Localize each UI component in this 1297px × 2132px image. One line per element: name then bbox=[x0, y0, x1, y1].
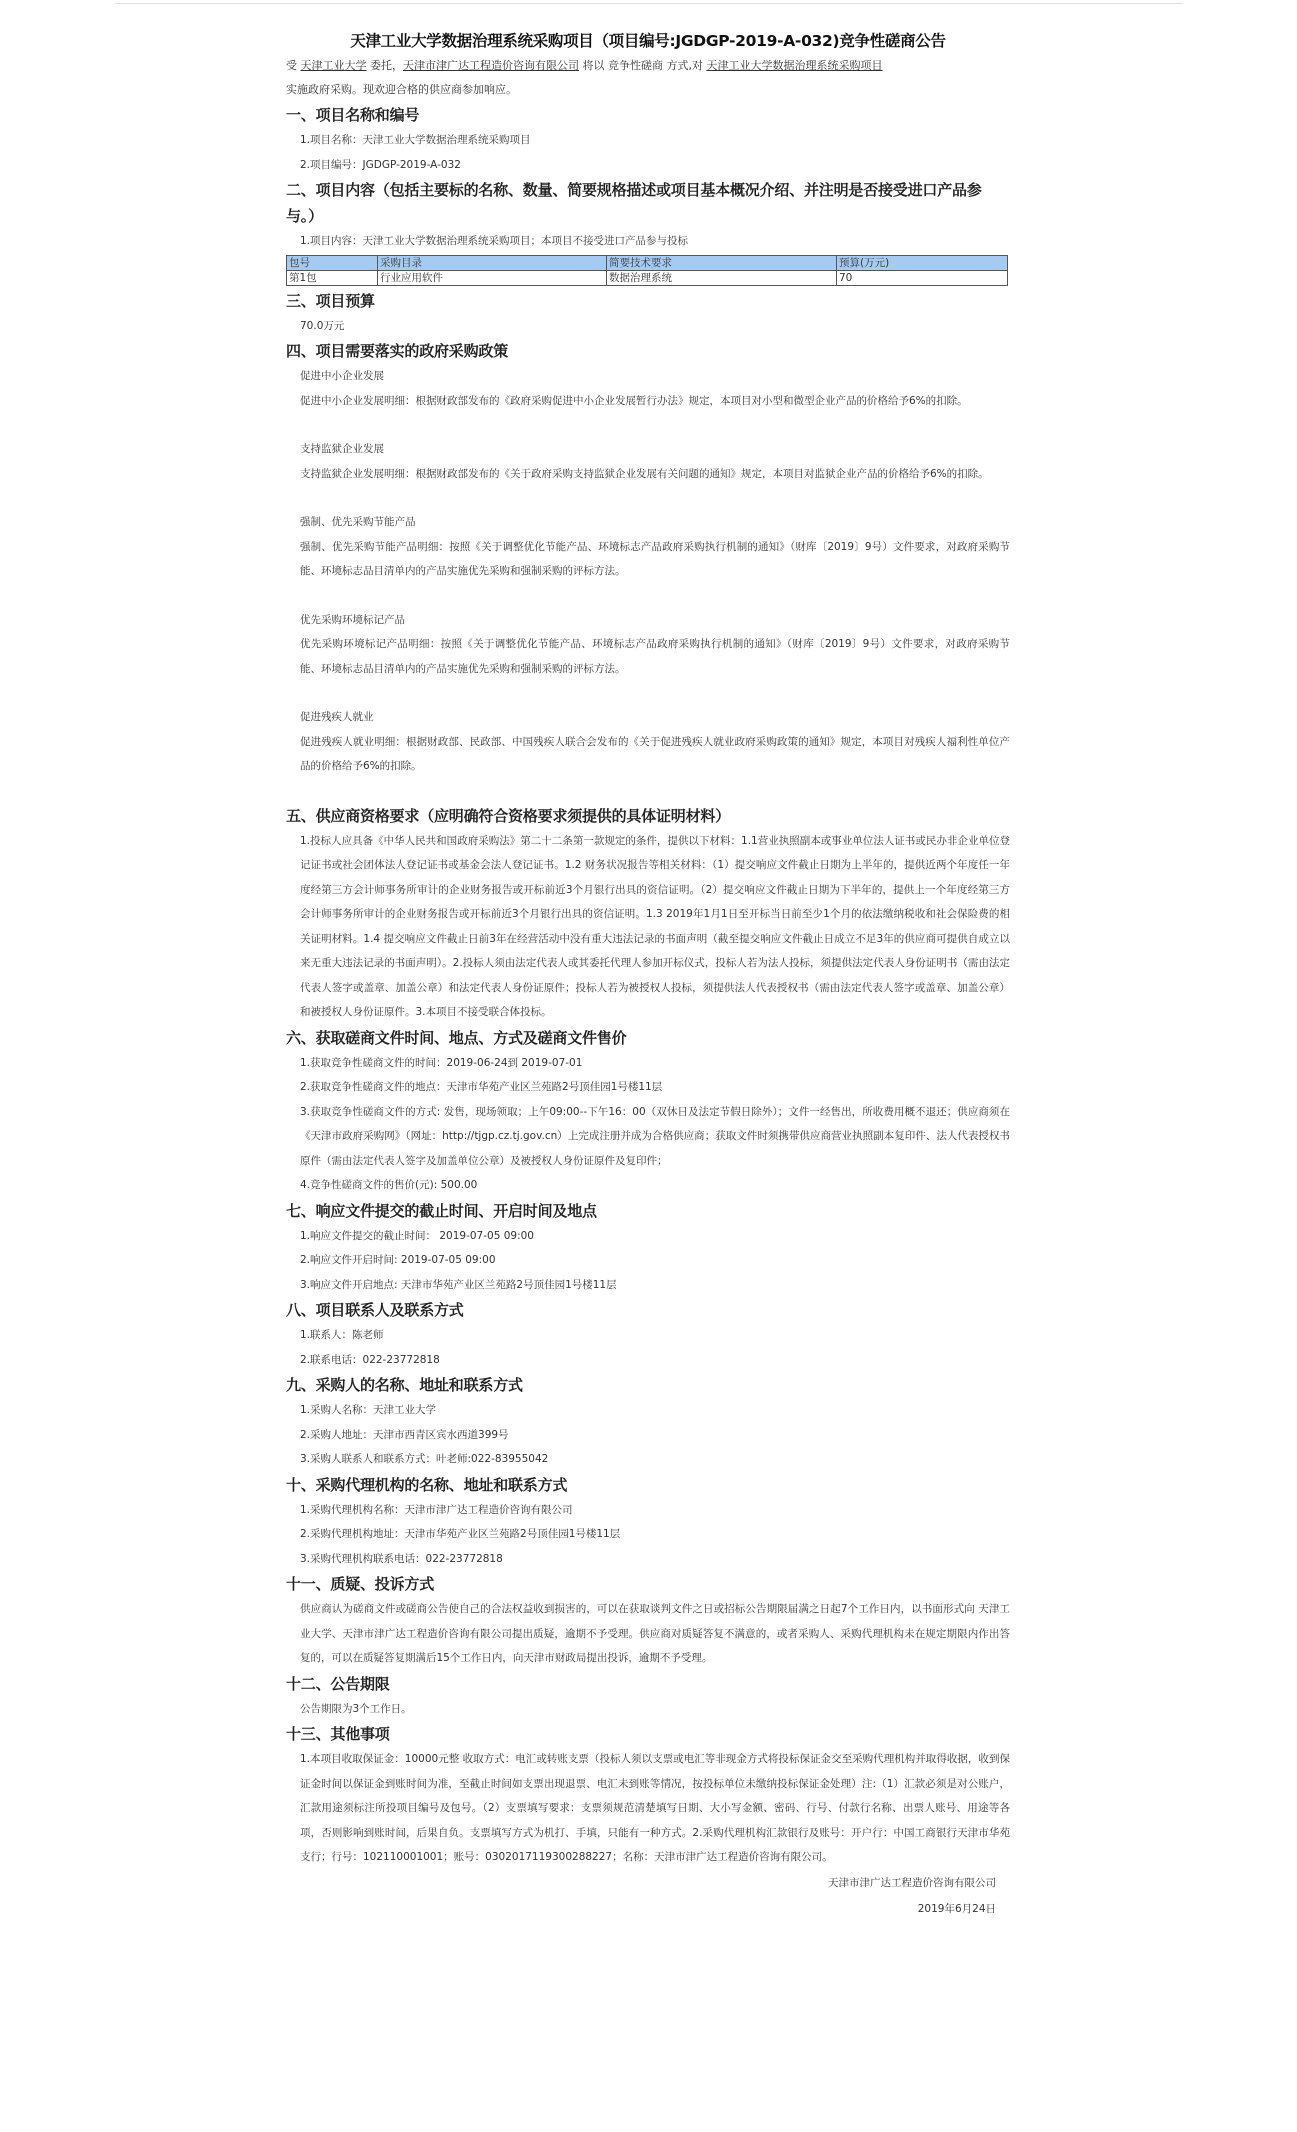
complaint-text: 供应商认为磋商文件或磋商公告使自己的合法权益收到损害的，可以在获取谈判文件之日或招标公告期限届满之日起7个工作日内，以书面形式向 天津工业大学、天津市津广达工程造价咨询有限公司提出质疑，逾期不予受理。供应商对质疑答复不满意的，或者采购人、采购代理机构未在规定期限内作出答复的，可以在质疑答复期满后15个工作日内，向天津市财政局提出投诉，逾期不予受理。 bbox=[300, 1603, 1010, 1664]
list-item: 2.采购代理机构地址：天津市华苑产业区兰苑路2号顶佳园1号楼11层 bbox=[300, 1528, 621, 1540]
intro-paragraph bbox=[286, 54, 1010, 102]
section-heading: 十二、公告期限 bbox=[286, 1674, 390, 1693]
list-item: 3.获取竞争性磋商文件的方式: 发售，现场领取；上午09:00--下午16：00（双休日及法定节假日除外）；文件一经售出，所收费用概不退还；供应商须在《天津市政府采购网》（网址：http://tjgp.cz.tj.gov.cn）上完成注册并成为合格供应商；获取文件时须携带供应商营业执照副本复印件、法人代表授权书原件（需由法定代表人签字及加盖单位公章）及被授权人身份证原件及复印件； bbox=[300, 1105, 1010, 1167]
table-row bbox=[287, 270, 1008, 285]
top-divider bbox=[115, 3, 1183, 4]
list-item: 1.项目名称：天津工业大学数据治理系统采购项目 bbox=[300, 134, 531, 146]
other-matters-text: 1.本项目收取保证金：10000元整 收取方式：电汇或转账支票（投标人须以支票或电汇等非现金方式将投标保证金交至采购代理机构并取得收据，收到保证金时间以保证金到账时间为准，至截止时间如支票出现退票、电汇未到账等情况，按投标单位未缴纳投标保证金处理）注:（1）汇款必须是对公账户，汇款用途须标注所投项目编号及包号。（2）支票填写要求：支票须规范清楚填写日期、大小写金额、密码、行号、付款行名称、出票人账号、用途等各项，否则影响到账时间，后果自负。支票填写方式为机打、手填，只能有一种方式。2.采购代理机构汇款银行及账号：开户行：中国工商银行天津市华苑支行；行号：102110001001；账号：0302017119300288227；名称：天津市津广达工程造价咨询有限公司。 bbox=[300, 1753, 1010, 1863]
policy-title: 促进残疾人就业 bbox=[300, 711, 374, 723]
policy-detail: 优先采购环境标记产品明细：按照《关于调整优化节能产品、环境标志产品政府采购执行机制的通知》（财库〔2019〕9号）文件要求，对政府采购节能、环境标志品目清单内的产品实施优先采购和强制采购的评标方法。 bbox=[300, 638, 1010, 675]
section-heading: 十三、其他事项 bbox=[286, 1725, 390, 1743]
section-heading: 十、采购代理机构的名称、地址和联系方式 bbox=[286, 1475, 568, 1494]
policy-title: 优先采购环境标记产品 bbox=[300, 613, 405, 626]
list-item: 2.采购人地址：天津市西青区宾水西道399号 bbox=[300, 1428, 509, 1441]
list-item: 2.响应文件开启时间: 2019-07-05 09:00 bbox=[300, 1254, 496, 1266]
table-cell: 第1包 bbox=[287, 270, 378, 285]
table-header-row bbox=[287, 255, 1008, 270]
section-heading: 六、获取磋商文件时间、地点、方式及磋商文件售价 bbox=[286, 1028, 627, 1047]
agency-name: 天津市津广达工程造价咨询有限公司 bbox=[403, 59, 579, 72]
list-item: 1.采购人名称：天津工业大学 bbox=[300, 1404, 437, 1416]
table-header-cell: 采购目录 bbox=[378, 255, 607, 270]
section-heading: 四、项目需要落实的政府采购政策 bbox=[286, 342, 509, 360]
policy-detail: 支持监狱企业发展明细：根据财政部发布的《关于政府采购支持监狱企业发展有关问题的通知》规定，本项目对监狱企业产品的价格给予6%的扣除。 bbox=[300, 467, 989, 480]
signature-date: 2019年6月24日 bbox=[917, 1902, 996, 1915]
list-item: 1.获取竞争性磋商文件的时间：2019-06-24到 2019-07-01 bbox=[300, 1056, 583, 1069]
section-heading: 十一、质疑、投诉方式 bbox=[286, 1575, 435, 1593]
list-item: 2.联系电话：022-23772818 bbox=[300, 1353, 440, 1366]
list-item: 2.项目编号：JGDGP-2019-A-032 bbox=[300, 158, 461, 171]
section-heading: 一、项目名称和编号 bbox=[286, 106, 420, 124]
list-item: 1.联系人：陈老师 bbox=[300, 1329, 384, 1341]
project-name: 天津工业大学数据治理系统采购项目 bbox=[706, 59, 883, 72]
purchaser-name: 天津工业大学 bbox=[300, 59, 367, 72]
list-item: 2.获取竞争性磋商文件的地点：天津市华苑产业区兰苑路2号顶佳园1号楼11层 bbox=[300, 1081, 663, 1093]
table-header-cell: 包号 bbox=[287, 255, 378, 270]
section-heading: 三、项目预算 bbox=[286, 291, 375, 310]
section-heading: 八、项目联系人及联系方式 bbox=[286, 1301, 464, 1319]
section-heading: 七、响应文件提交的截止时间、开启时间及地点 bbox=[286, 1201, 597, 1220]
list-item: 4.竞争性磋商文件的售价(元): 500.00 bbox=[300, 1179, 478, 1191]
policy-title: 支持监狱企业发展 bbox=[300, 443, 384, 455]
table-header-cell: 预算(万元) bbox=[837, 255, 1008, 270]
list-item: 公告期限为3个工作日。 bbox=[300, 1702, 412, 1715]
policy-detail: 促进残疾人就业明细：根据财政部、民政部、中国残疾人联合会发布的《关于促进残疾人就业政府采购政策的通知》规定，本项目对残疾人福利性单位产品的价格给予6%的扣除。 bbox=[300, 735, 1010, 772]
section-heading: 九、采购人的名称、地址和联系方式 bbox=[286, 1376, 523, 1394]
table-cell: 行业应用软件 bbox=[378, 270, 607, 285]
table-cell: 70 bbox=[837, 270, 1008, 285]
list-item: 1.响应文件提交的截止时间： 2019-07-05 09:00 bbox=[300, 1229, 534, 1242]
intro-text: 将以 竞争性磋商 方式,对 bbox=[582, 59, 703, 72]
intro-text: 委托， bbox=[370, 59, 403, 72]
policy-title: 促进中小企业发展 bbox=[300, 370, 384, 382]
list-item: 1.项目内容：天津工业大学数据治理系统采购项目；本项目不接受进口产品参与投标 bbox=[300, 235, 689, 247]
page-title: 天津工业大学数据治理系统采购项目（项目编号:JGDGP-2019-A-032)竞争性磋商公告 bbox=[350, 32, 946, 50]
section-heading: 五、供应商资格要求（应明确符合资格要求须提供的具体证明材料） bbox=[286, 806, 731, 825]
intro-text: 实施政府采购。现欢迎合格的供应商参加响应。 bbox=[286, 83, 517, 96]
qualification-text: 1.投标人应具备《中华人民共和国政府采购法》第二十二条第一款规定的条件，提供以下材料：1.1营业执照副本或事业单位法人证书或民办非企业单位登记证书或社会团体法人登记证书或基金会法人登记证书。1.2 财务状况报告等相关材料：（1）提交响应文件截止日期为上半年的，提供近两个年度任一年度经第三方会计师事务所审计的企业财务报告或开标前近3个月银行出具的资信证明。（2）提交响应文件截止日期为下半年的，提供上一个年度经第三方会计师事务所审计的企业财务报告或开标前近3个月银行出具的资信证明。1.3 2019年1月1日至开标当日前至少1个月的依法缴纳税收和社会保险费的相关证明材料。1.4 提交响应文件截止日前3年在经营活动中没有重大违法记录的书面声明（截至提交响应文件截止日成立不足3年的供应商可提供自成立以来无重大违法记录的书面声明）。2.投标人须由法定代表人或其委托代理人参加开标仪式，投标人若为法人投标，须提供法定代表人身份证明书（需由法定代表人签字或盖章、加盖公章）和法定代表人身份证原件；投标人若为被授权人投标，须提供法人代表授权书（需由法定代表人签字或盖章、加盖公章）和被授权人身份证原件。3.本项目不接受联合体投标。 bbox=[300, 834, 1010, 1018]
list-item: 3.响应文件开启地点: 天津市华苑产业区兰苑路2号顶佳园1号楼11层 bbox=[300, 1278, 617, 1291]
list-item: 3.采购代理机构联系电话：022-23772818 bbox=[300, 1552, 503, 1565]
list-item: 1.采购代理机构名称：天津市津广达工程造价咨询有限公司 bbox=[300, 1503, 573, 1516]
table-cell: 数据治理系统 bbox=[607, 270, 837, 285]
list-item: 3.采购人联系人和联系方式：叶老师:022-83955042 bbox=[300, 1453, 549, 1465]
policy-detail: 促进中小企业发展明细：根据财政部发布的《政府采购促进中小企业发展暂行办法》规定，本项目对小型和微型企业产品的价格给予6%的扣除。 bbox=[300, 394, 968, 407]
policy-title: 强制、优先采购节能产品 bbox=[300, 516, 416, 528]
announcement-document bbox=[286, 30, 1010, 1922]
section-heading: 二、项目内容（包括主要标的名称、数量、简要规格描述或项目基本概况介绍、并注明是否接受进口产品参与。） bbox=[286, 181, 982, 225]
list-item: 70.0万元 bbox=[300, 319, 345, 332]
package-table bbox=[286, 255, 1008, 286]
signature-org: 天津市津广达工程造价咨询有限公司 bbox=[828, 1876, 996, 1889]
table-header-cell: 简要技术要求 bbox=[607, 255, 837, 270]
intro-text: 受 bbox=[286, 59, 297, 72]
policy-detail: 强制、优先采购节能产品明细：按照《关于调整优化节能产品、环境标志产品政府采购执行机制的通知》（财库〔2019〕9号）文件要求，对政府采购节能、环境标志品目清单内的产品实施优先采购和强制采购的评标方法。 bbox=[300, 540, 1010, 577]
